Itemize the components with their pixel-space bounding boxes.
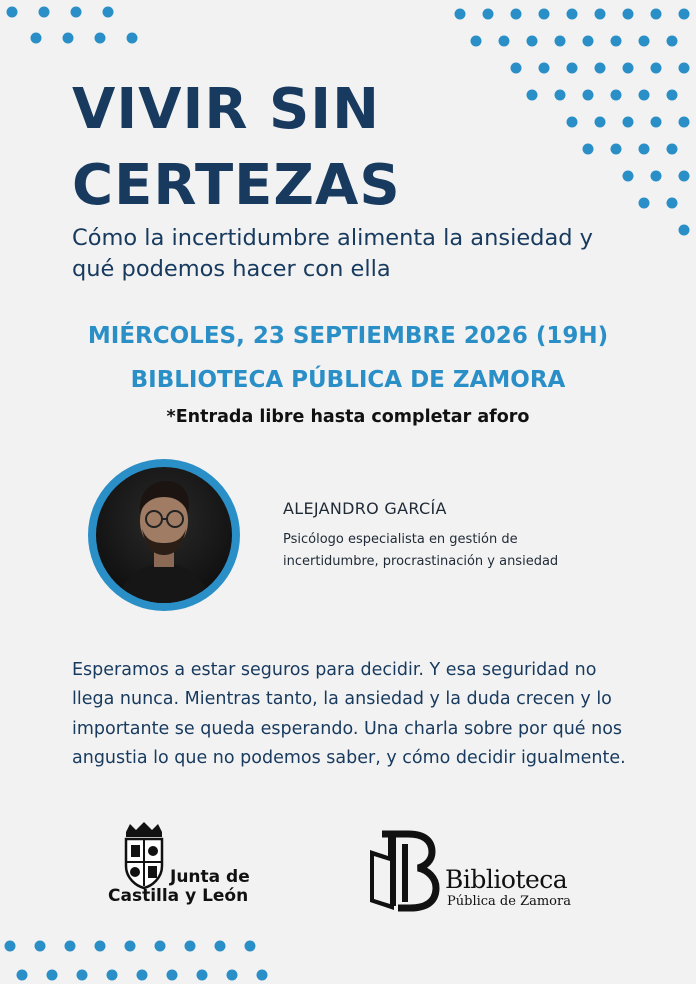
decorative-dot bbox=[155, 941, 166, 952]
decorative-dot bbox=[679, 171, 690, 182]
decorative-dot bbox=[107, 970, 118, 981]
library-name: Biblioteca bbox=[445, 865, 568, 894]
decorative-dot bbox=[483, 9, 494, 20]
decorative-dot bbox=[185, 941, 196, 952]
decorative-dot bbox=[103, 7, 114, 18]
decorative-dot bbox=[5, 941, 16, 952]
decorative-dot bbox=[611, 36, 622, 47]
decorative-dot bbox=[63, 33, 74, 44]
decorative-dot bbox=[611, 90, 622, 101]
decorative-dot bbox=[511, 63, 522, 74]
biblioteca-zamora-logo bbox=[368, 828, 608, 918]
decorative-dot bbox=[215, 941, 226, 952]
decorative-dot bbox=[527, 90, 538, 101]
dots-top-left bbox=[7, 7, 138, 44]
decorative-dot bbox=[471, 36, 482, 47]
decorative-dot bbox=[651, 171, 662, 182]
decorative-dot bbox=[539, 63, 550, 74]
jcyl-text-line2: Castilla y León bbox=[108, 886, 249, 906]
junta-castilla-leon-logo bbox=[108, 822, 268, 912]
decorative-dot bbox=[7, 7, 18, 18]
decorative-dot bbox=[95, 941, 106, 952]
library-subtitle: Pública de Zamora bbox=[447, 894, 571, 909]
decorative-dot bbox=[639, 36, 650, 47]
decorative-dot bbox=[95, 33, 106, 44]
decorative-dot bbox=[39, 7, 50, 18]
junta-castilla-leon-wordmark bbox=[108, 868, 268, 906]
decorative-dot bbox=[555, 36, 566, 47]
decorative-dot bbox=[679, 9, 690, 20]
decorative-dot bbox=[639, 198, 650, 209]
decorative-dot bbox=[567, 63, 578, 74]
speaker-avatar bbox=[88, 459, 240, 611]
decorative-dot bbox=[35, 941, 46, 952]
decorative-dot bbox=[595, 9, 606, 20]
event-title bbox=[72, 72, 401, 224]
decorative-dot bbox=[77, 970, 88, 981]
event-title-line1: VIVIR SIN bbox=[72, 77, 381, 142]
decorative-dot bbox=[623, 63, 634, 74]
decorative-dot bbox=[567, 9, 578, 20]
decorative-dot bbox=[583, 144, 594, 155]
decorative-dot bbox=[595, 117, 606, 128]
decorative-dot bbox=[623, 9, 634, 20]
decorative-dot bbox=[137, 970, 148, 981]
event-venue: BIBLIOTECA PÚBLICA DE ZAMORA bbox=[130, 367, 566, 393]
event-title-line2: CERTEZAS bbox=[72, 153, 401, 218]
decorative-dot bbox=[17, 970, 28, 981]
decorative-dot bbox=[651, 9, 662, 20]
decorative-dot bbox=[583, 90, 594, 101]
decorative-dot bbox=[595, 63, 606, 74]
free-entry-note: *Entrada libre hasta completar aforo bbox=[166, 407, 530, 427]
speaker-bio: Psicólogo especialista en gestión de incertidumbre, procrastinación y ansiedad bbox=[283, 532, 559, 569]
jcyl-text-line1: Junta de bbox=[170, 867, 250, 887]
decorative-dot bbox=[639, 144, 650, 155]
decorative-dot bbox=[31, 33, 42, 44]
decorative-dot bbox=[47, 970, 58, 981]
decorative-dot bbox=[455, 9, 466, 20]
decorative-dot bbox=[127, 33, 138, 44]
decorative-dot bbox=[667, 144, 678, 155]
decorative-dot bbox=[667, 198, 678, 209]
decorative-dot bbox=[567, 117, 578, 128]
decorative-dot bbox=[679, 117, 690, 128]
decorative-dot bbox=[667, 90, 678, 101]
decorative-dot bbox=[651, 117, 662, 128]
decorative-dot bbox=[611, 144, 622, 155]
speaker-name: ALEJANDRO GARCÍA bbox=[283, 499, 447, 518]
decorative-dot bbox=[197, 970, 208, 981]
event-description: Esperamos a estar seguros para decidir. Y esa seguridad no llega nunca. Mientras tanto, la ansiedad y la duda crecen y lo importante se queda esperando. Una charla sobre por qué nos angustia lo que no podemos saber, y cómo decidir igualmente. bbox=[72, 659, 626, 768]
decorative-dot bbox=[499, 36, 510, 47]
decorative-dot bbox=[511, 9, 522, 20]
decorative-dot bbox=[125, 941, 136, 952]
decorative-dot bbox=[227, 970, 238, 981]
decorative-dot bbox=[71, 7, 82, 18]
decorative-dot bbox=[679, 225, 690, 236]
decorative-dot bbox=[667, 36, 678, 47]
decorative-dot bbox=[65, 941, 76, 952]
decorative-dot bbox=[679, 63, 690, 74]
decorative-dot bbox=[245, 941, 256, 952]
decorative-dot bbox=[527, 36, 538, 47]
event-date: MIÉRCOLES, 23 SEPTIEMBRE 2026 (19H) bbox=[87, 323, 609, 349]
dots-top-right bbox=[455, 9, 690, 236]
decorative-dot bbox=[623, 171, 634, 182]
dots-bottom-left bbox=[5, 941, 268, 981]
book-icon bbox=[368, 828, 444, 912]
decorative-dot bbox=[623, 117, 634, 128]
decorative-dot bbox=[257, 970, 268, 981]
decorative-dot bbox=[583, 36, 594, 47]
decorative-dot bbox=[539, 9, 550, 20]
decorative-dot bbox=[651, 63, 662, 74]
decorative-dot bbox=[639, 90, 650, 101]
decorative-dot bbox=[555, 90, 566, 101]
decorative-dot bbox=[167, 970, 178, 981]
event-subtitle: Cómo la incertidumbre alimenta la ansiedad y qué podemos hacer con ella bbox=[72, 225, 593, 282]
